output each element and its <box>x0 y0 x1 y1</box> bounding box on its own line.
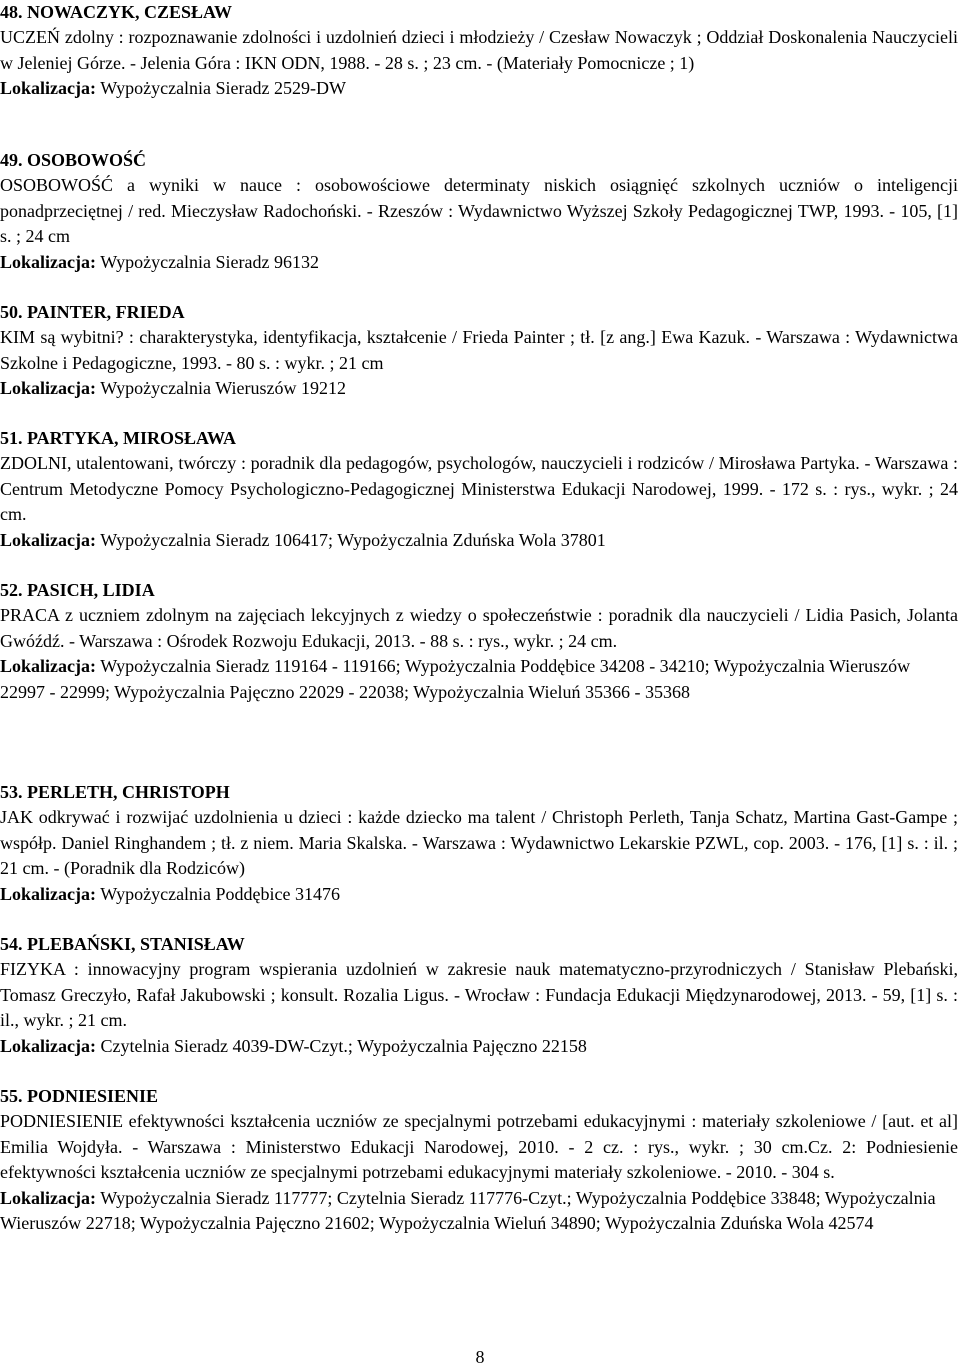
entry-author: OSOBOWOŚĆ <box>27 150 147 170</box>
entry-number: 55. <box>0 1086 23 1106</box>
page-number: 8 <box>475 1347 485 1367</box>
entry-heading <box>0 426 958 451</box>
bibliography-entry <box>0 780 958 907</box>
bibliography-entry <box>0 578 958 705</box>
location-label: Lokalizacja: <box>0 78 96 99</box>
bibliography-entry <box>0 300 958 402</box>
entry-description: OSOBOWOŚĆ a wyniki w nauce : osobowościowe determinaty niskich osiągnięć szkolnych uczniów o inteligencji ponadprzeciętnej / red. Mieczysław Radochoński. - Rzeszów : Wydawnictwo Wyższej Szkoły Pedagogicznej TWP, 1993. - 105, [1] s. ; 24 cm <box>0 175 958 247</box>
location-label: Lokalizacja: <box>0 656 96 677</box>
location-value: Wypożyczalnia Sieradz 117777; Czytelnia Sieradz 117776-Czyt.; Wypożyczalnia Poddębice 33848; Wypożyczalnia Wieruszów 22718; Wypożyczalnia Pajęczno 21602; Wypożyczalnia Wieluń 34890; Wypożyczalnia Zduńska Wola 42574 <box>0 1187 936 1234</box>
bibliography-entry <box>0 0 958 102</box>
entry-heading <box>0 932 958 957</box>
entry-location <box>0 76 958 102</box>
entry-location <box>0 1186 958 1237</box>
location-label: Lokalizacja: <box>0 378 96 399</box>
bibliography-entry <box>0 1084 958 1237</box>
entry-number: 52. <box>0 580 23 600</box>
entry-number: 49. <box>0 150 23 170</box>
entry-author: PLEBAŃSKI, STANISŁAW <box>27 934 245 954</box>
entry-number: 53. <box>0 782 23 802</box>
entry-author: PASICH, LIDIA <box>27 580 155 600</box>
entry-location <box>0 528 958 554</box>
entry-author: PERLETH, CHRISTOPH <box>27 782 230 802</box>
entry-author: NOWACZYK, CZESŁAW <box>27 2 233 22</box>
location-value: Wypożyczalnia Sieradz 119164 - 119166; Wypożyczalnia Poddębice 34208 - 34210; Wypożyczalnia Wieruszów 22997 - 22999; Wypożyczalnia Pajęczno 22029 - 22038; Wypożyczalnia Wieluń 35366 - 35368 <box>0 656 911 702</box>
entry-location <box>0 376 958 402</box>
entry-heading <box>0 578 958 603</box>
entry-location <box>0 882 958 908</box>
location-label: Lokalizacja: <box>0 883 96 904</box>
entry-description: UCZEŃ zdolny : rozpoznawanie zdolności i uzdolnień dzieci i młodzieży / Czesław Nowaczyk ; Oddział Doskonalenia Nauczycieli w Jeleniej Górze. - Jelenia Góra : IKN ODN, 1988. - 28 s. ; 23 cm. - (Materiały Pomocnicze ; 1) <box>0 27 958 73</box>
entry-number: 50. <box>0 302 23 322</box>
entry-heading <box>0 0 958 25</box>
bibliography-entry <box>0 148 958 275</box>
entry-location <box>0 654 958 705</box>
entry-number: 48. <box>0 2 23 22</box>
entry-heading <box>0 148 958 173</box>
entry-location <box>0 250 958 276</box>
location-value: Wypożyczalnia Poddębice 31476 <box>100 883 341 904</box>
entry-heading <box>0 780 958 805</box>
entry-number: 54. <box>0 934 23 954</box>
entry-heading <box>0 1084 958 1109</box>
entry-description: KIM są wybitni? : charakterystyka, identyfikacja, kształcenie / Frieda Painter ; tł. [z ang.] Ewa Kazuk. - Warszawa : Wydawnictwa Szkolne i Pedagogiczne, 1993. - 80 s. : wykr. ; 21 cm <box>0 327 958 373</box>
location-label: Lokalizacja: <box>0 1187 96 1208</box>
entry-author: PARTYKA, MIROSŁAWA <box>27 428 237 448</box>
entry-description: FIZYKA : innowacyjny program wspierania uzdolnień w zakresie nauk matematyczno-przyrodniczych / Stanisław Plebański, Tomasz Greczyło, Rafał Jakubowski ; konsult. Rozalia Ligus. - Wrocław : Fundacja Edukacji Międzynarodowej, 2013. - 59, [1] s. : il., wykr. ; 21 cm. <box>0 959 958 1031</box>
location-value: Wypożyczalnia Sieradz 106417; Wypożyczalnia Zduńska Wola 37801 <box>100 529 606 550</box>
location-value: Wypożyczalnia Sieradz 2529-DW <box>100 78 346 99</box>
location-label: Lokalizacja: <box>0 251 96 272</box>
entry-number: 51. <box>0 428 23 448</box>
location-label: Lokalizacja: <box>0 1035 96 1056</box>
entry-location <box>0 1034 958 1060</box>
location-value: Wypożyczalnia Wieruszów 19212 <box>100 378 346 399</box>
entry-description: JAK odkrywać i rozwijać uzdolnienia u dzieci : każde dziecko ma talent / Christoph Perleth, Tanja Schatz, Martina Gast-Gampe ; współp. Daniel Ringhandem ; tł. z niem. Maria Skalska. - Warszawa : Wydawnictwo Lekarskie PZWL, cop. 2003. - 176, [1] s. : il. ; 21 cm. - (Poradnik dla Rodziców) <box>0 807 958 879</box>
entry-description: PRACA z uczniem zdolnym na zajęciach lekcyjnych z wiedzy o społeczeństwie : poradnik dla nauczycieli / Lidia Pasich, Jolanta Gwóźdź. - Warszawa : Ośrodek Rozwoju Edukacji, 2013. - 88 s. : rys., wykr. ; 24 cm. <box>0 605 958 651</box>
entry-description: ZDOLNI, utalentowani, twórczy : poradnik dla pedagogów, psychologów, nauczycieli i rodziców / Mirosława Partyka. - Warszawa : Centrum Metodyczne Pomocy Psychologiczno-Pedagogicznej Ministerstwa Edukacji Narodowej, 1999. - 172 s. : rys., wykr. ; 24 cm. <box>0 453 958 525</box>
location-label: Lokalizacja: <box>0 529 96 550</box>
entry-description: PODNIESIENIE efektywności kształcenia uczniów ze specjalnymi potrzebami edukacyjnymi : materiały szkoleniowe / [aut. et al] Emilia Wojdyła. - Warszawa : Ministerstwo Edukacji Narodowej, 2010. - 2 cz. : rys., wykr. ; 30 cm.Cz. 2: Podniesienie efektywności kształcenia uczniów ze specjalnymi potrzebami edukacyjnymi materiały szkoleniowe. - 2010. - 304 s. <box>0 1111 958 1183</box>
entry-heading <box>0 300 958 325</box>
bibliography-entry <box>0 932 958 1059</box>
entry-author: PODNIESIENIE <box>27 1086 159 1106</box>
entry-author: PAINTER, FRIEDA <box>27 302 185 322</box>
location-value: Czytelnia Sieradz 4039-DW-Czyt.; Wypożyczalnia Pajęczno 22158 <box>100 1035 587 1056</box>
bibliography-entry <box>0 426 958 553</box>
location-value: Wypożyczalnia Sieradz 96132 <box>100 251 320 272</box>
